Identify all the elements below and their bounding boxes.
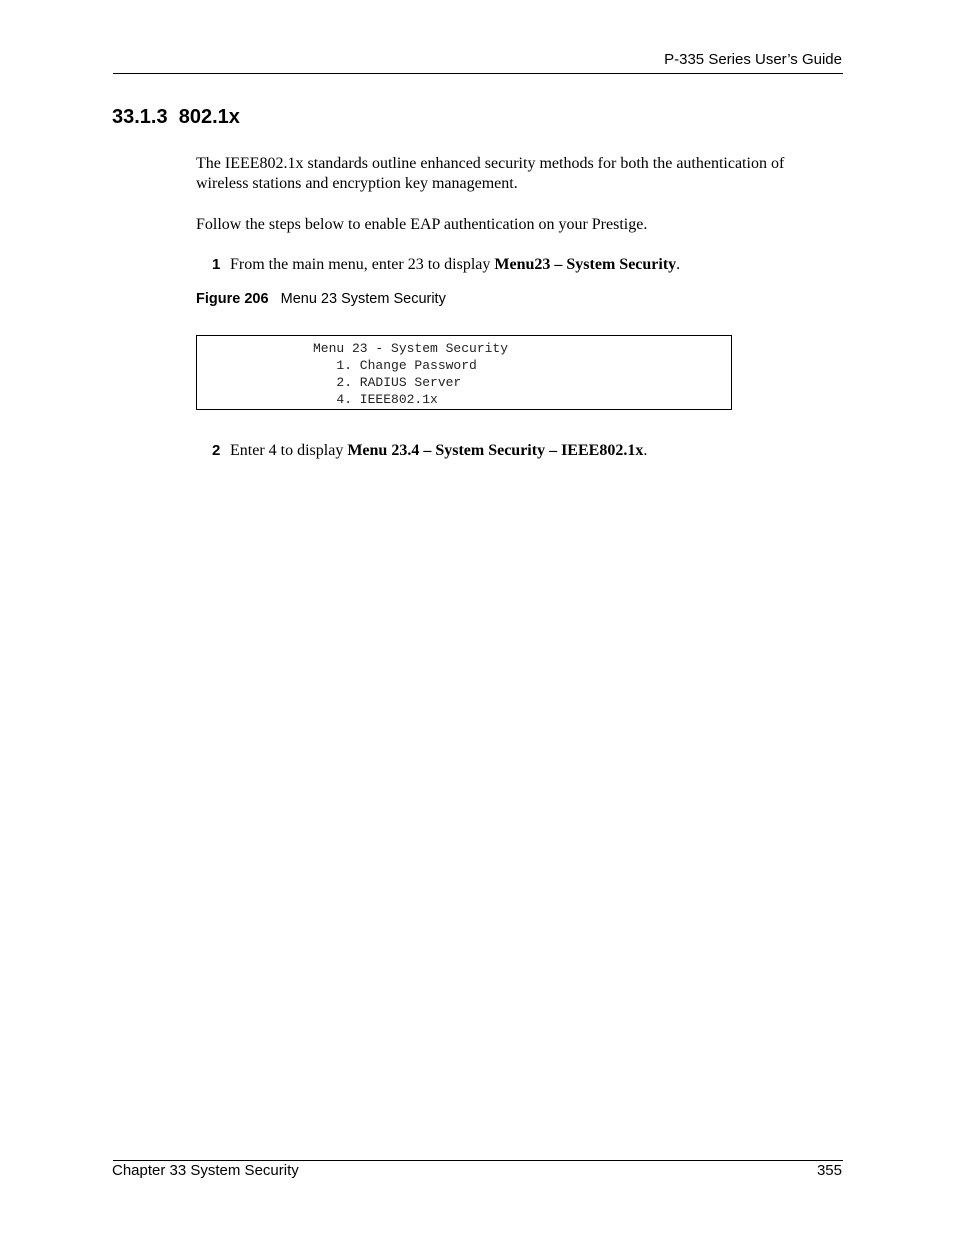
step-number: 2: [212, 442, 221, 459]
menu-item-radius-server: 2. RADIUS Server: [313, 375, 462, 390]
guide-title: P-335 Series User’s Guide: [664, 51, 842, 68]
intro-paragraph: The IEEE802.1x standards outline enhanced security methods for both the authentication of wireless stations and encryption key management.: [196, 155, 785, 192]
menu-title-line: Menu 23 - System Security: [313, 341, 509, 356]
section-title: 802.1x: [178, 106, 240, 128]
step-text: Enter 4 to display: [230, 442, 348, 459]
menu-item-ieee8021x: 4. IEEE802.1x: [313, 392, 438, 407]
footer-chapter: Chapter 33 System Security: [112, 1162, 299, 1179]
follow-paragraph: Follow the steps below to enable EAP authentication on your Prestige.: [196, 216, 648, 233]
menu-item-change-password: 1. Change Password: [313, 358, 477, 373]
step-punct: .: [643, 442, 648, 459]
step-1: [212, 255, 680, 275]
step-text: From the main menu, enter 23 to display: [230, 256, 495, 273]
header-rule: [113, 73, 843, 74]
step-menu-name: Menu 23.4 – System Security – IEEE802.1x: [347, 442, 644, 459]
footer-rule: [113, 1160, 843, 1161]
menu-screen: [196, 335, 732, 410]
step-2: [212, 441, 647, 461]
step-number: 1: [212, 256, 221, 273]
section-number: 33.1.3: [112, 106, 168, 128]
figure-title: Menu 23 System Security: [280, 291, 446, 307]
step-menu-name: Menu23 – System Security: [494, 256, 677, 273]
page-number: 355: [816, 1162, 842, 1179]
figure-label: Figure 206: [196, 291, 269, 307]
figure-caption: [196, 291, 446, 307]
menu-screen-text: [313, 340, 508, 408]
section-heading: [112, 106, 240, 129]
step-punct: .: [676, 256, 681, 273]
